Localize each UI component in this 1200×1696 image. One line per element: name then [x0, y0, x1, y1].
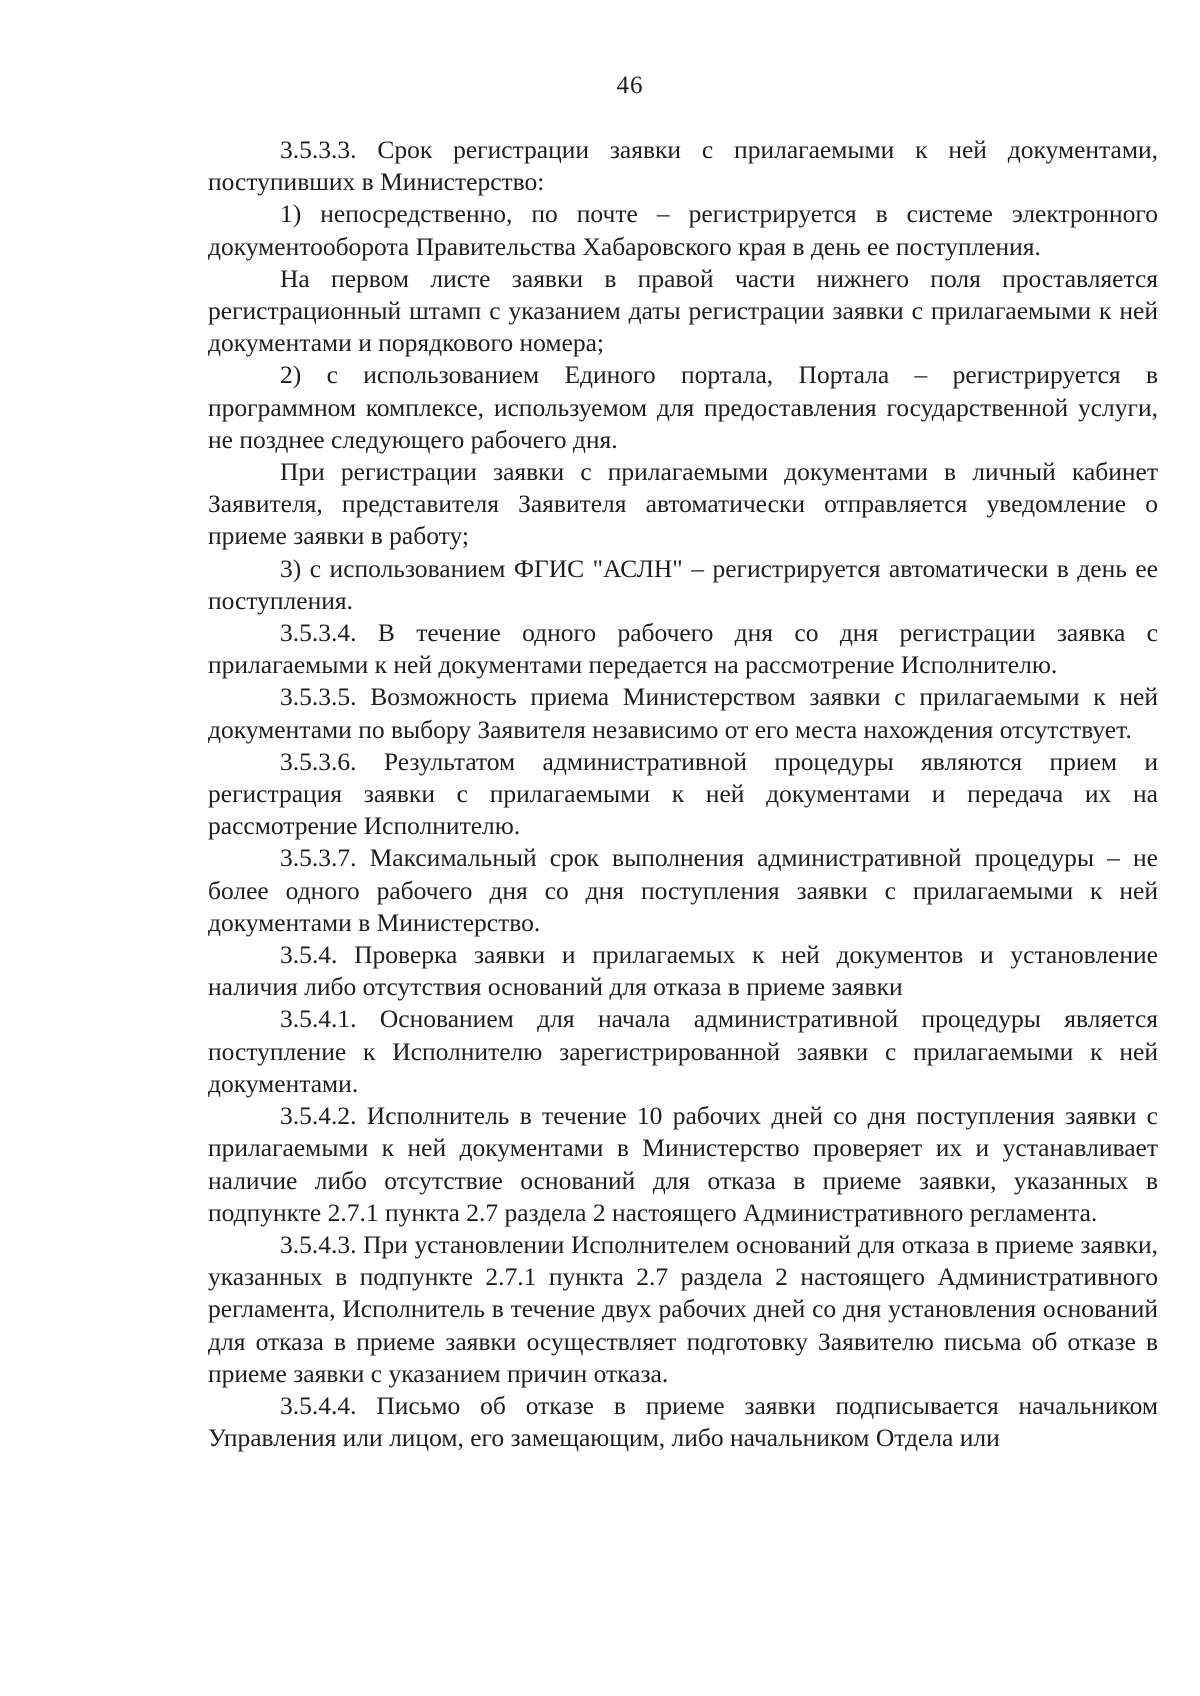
- paragraph-item-1-direct-post: 1) непосредственно, по почте – регистрируется в системе электронного документооборота Правительства Хабаровского края в день ее поступления.: [208, 199, 1158, 261]
- paragraph-item-2-unified-portal: 2) с использованием Единого портала, Портала – регистрируется в программном комплексе, используемом для предоставления государственной услуги, не позднее следующего рабочего дня.: [208, 360, 1158, 454]
- paragraph-3-5-3-4: 3.5.3.4. В течение одного рабочего дня со дня регистрации заявка с прилагаемыми к ней документами передается на рассмотрение Исполнителю.: [208, 618, 1158, 680]
- paragraph-item-3-fgis: 3) с использованием ФГИС "АСЛН" – регистрируется автоматически в день ее поступления.: [208, 553, 1158, 615]
- paragraph-3-5-3-3: 3.5.3.3. Срок регистрации заявки с прилагаемыми к ней документами, поступивших в Министерство:: [208, 135, 1158, 197]
- paragraph-3-5-3-5: 3.5.3.5. Возможность приема Министерством заявки с прилагаемыми к ней документами по выбору Заявителя независимо от его места нахождения отсутствует.: [208, 682, 1158, 744]
- document-body: [208, 134, 1158, 1454]
- paragraph-3-5-4-4: 3.5.4.4. Письмо об отказе в приеме заявки подписывается начальником Управления или лицом, его замещающим, либо начальником Отдела или: [208, 1390, 1158, 1453]
- paragraph-3-5-4-2: 3.5.4.2. Исполнитель в течение 10 рабочих дней со дня поступления заявки с прилагаемыми к ней документами в Министерство проверяет их и устанавливает наличие либо отсутствие оснований для отказа в приеме заявки, указанных в подпункте 2.7.1 пункта 2.7 раздела 2 настоящего Административного регламента.: [208, 1101, 1158, 1227]
- page-number: 46: [616, 72, 644, 99]
- paragraph-3-5-4-1: 3.5.4.1. Основанием для начала административной процедуры является поступление к Исполнителю зарегистрированной заявки с прилагаемыми к ней документами.: [208, 1004, 1158, 1098]
- paragraph-personal-cabinet-notice: При регистрации заявки с прилагаемыми документами в личный кабинет Заявителя, представителя Заявителя автоматически отправляется уведомление о приеме заявки в работу;: [208, 457, 1158, 551]
- paragraph-3-5-3-7: 3.5.3.7. Максимальный срок выполнения административной процедуры – не более одного рабочего дня со дня поступления заявки с прилагаемыми к ней документами в Министерство.: [208, 843, 1158, 937]
- paragraph-3-5-4-3: 3.5.4.3. При установлении Исполнителем оснований для отказа в приеме заявки, указанных в подпункте 2.7.1 пункта 2.7 раздела 2 настоящего Административного регламента, Исполнитель в течение двух рабочих дней со дня установления оснований для отказа в приеме заявки осуществляет подготовку Заявителю письма об отказе в приеме заявки с указанием причин отказа.: [208, 1229, 1158, 1388]
- paragraph-3-5-3-6: 3.5.3.6. Результатом административной процедуры являются прием и регистрация заявки с прилагаемыми к ней документами и передача их на рассмотрение Исполнителю.: [208, 746, 1158, 841]
- paragraph-3-5-4-heading: 3.5.4. Проверка заявки и прилагаемых к ней документов и установление наличия либо отсутствия оснований для отказа в приеме заявки: [208, 940, 1158, 1002]
- paragraph-registration-stamp: На первом листе заявки в правой части нижнего поля проставляется регистрационный штамп с указанием даты регистрации заявки с прилагаемыми к ней документами и порядкового номера;: [208, 263, 1158, 358]
